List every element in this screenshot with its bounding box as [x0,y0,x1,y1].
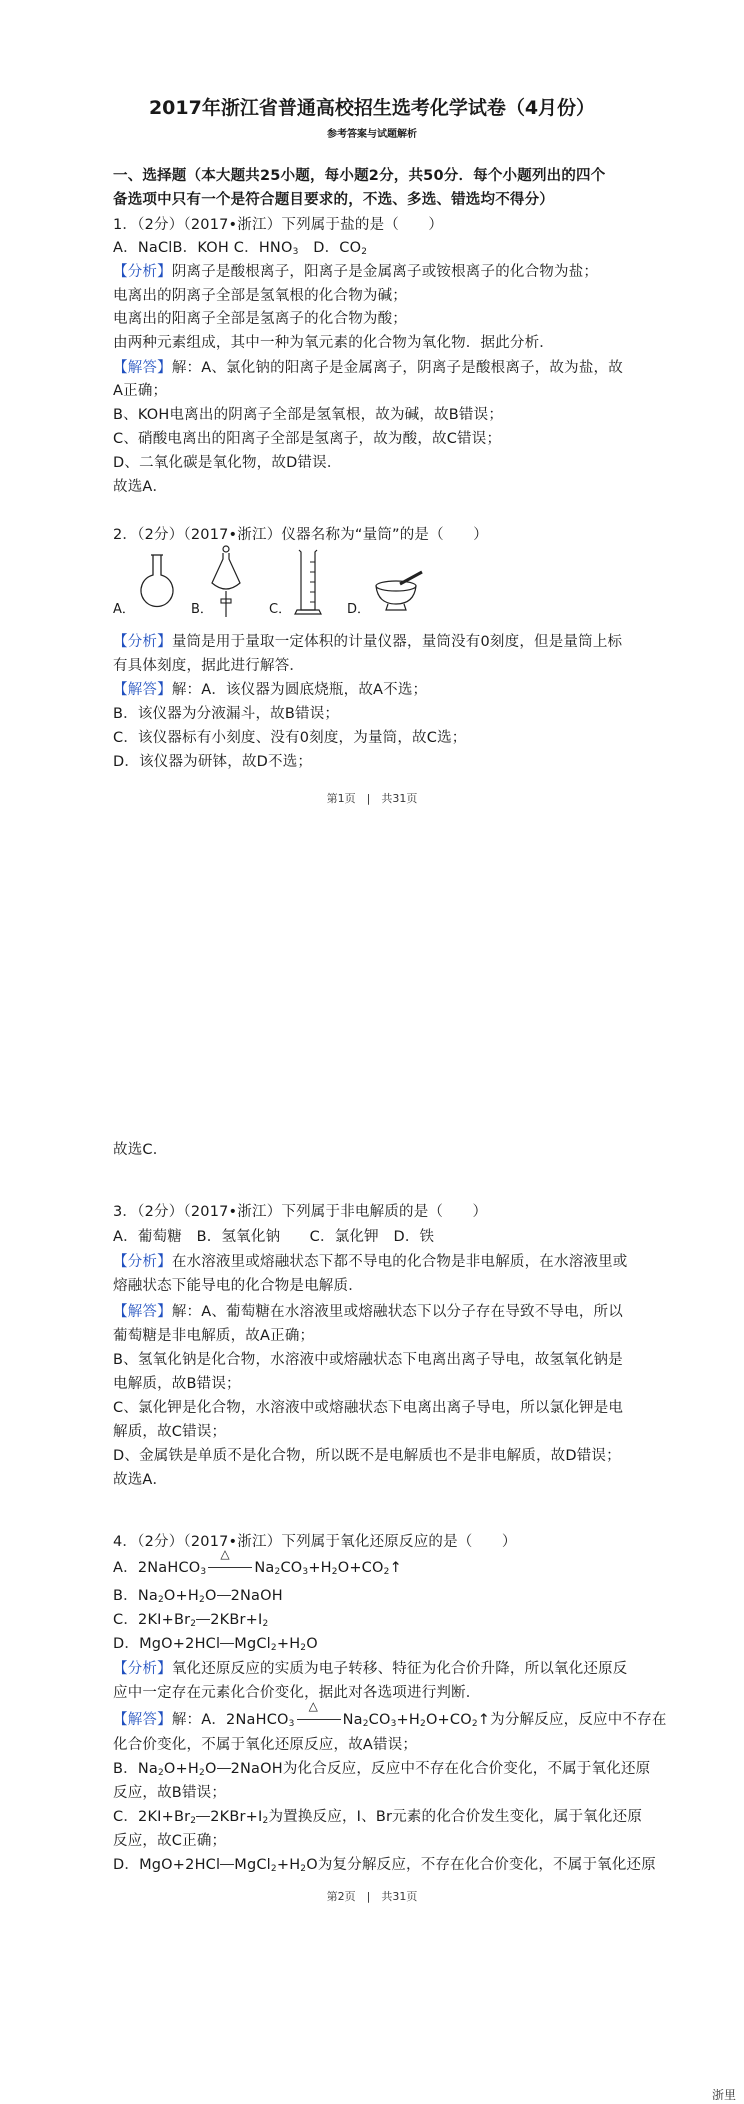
q1-answer-5: D、二氧化碳是氧化物，故D错误． [113,455,342,471]
q3-answer-6: 解质，故C错误； [113,1424,227,1440]
analysis-tag: 【分析】 [113,1254,172,1270]
answer-tag: 【解答】 [113,1304,172,1320]
q1-answer-3: B、KOH电离出的阴离子全部是氢氧根，故为碱，故B错误； [113,407,504,423]
q3-answer-3: B、氢氧化钠是化合物，水溶液中或熔融状态下电离出离子导电，故氢氧化钠是 [113,1352,623,1368]
q4-option-c: C．$2KI+Br_2$ $2KBr+I_2$ [113,1612,269,1629]
q4-answer-4: 反应，故B错误； [113,1785,227,1801]
q1-options: A．NaClB．KOH C．$HNO_3$ D．$CO_2$ [113,240,368,257]
q2-conclusion: 故选C． [113,1142,168,1158]
separatory-funnel-icon [208,545,244,621]
q2-answer-1: 【解答】解：A．该仪器为圆底烧瓶，故A不选； [113,682,428,698]
page-footer-1: 第1页 | 共31页 [326,792,418,805]
q3-answer-1: 【解答】解：A、葡萄糖在水溶液里或熔融状态下以分子存在导致不导电，所以 [113,1304,623,1320]
q4-option-b: B．$Na_2O+H_2O$ 2NaOH [113,1588,283,1605]
q4-option-a: A．2NaHCO$_3$ △ $Na_2CO_3+H_2O+CO_2↑$ [113,1547,402,1577]
q4-option-d: D．MgO+2HCl $MgCl_2+H_2O$ [113,1636,318,1653]
q2-analysis-2: 有具体刻度，据此进行解答． [113,658,305,674]
analysis-tag: 【分析】 [113,1661,172,1677]
q3-answer-4: 电解质，故B错误； [113,1376,241,1392]
q1-analysis-2: 电离出的阴离子全部是氢氧根的化合物为碱； [113,288,407,304]
answer-tag: 【解答】 [113,360,172,376]
q3-answer-8: 故选A． [113,1472,168,1488]
section-heading-line2: 备选项中只有一个是符合题目要求的，不选、多选、错选均不得分） [113,192,554,208]
q4-stem: 4．（2分）（2017•浙江）下列属于氧化还原反应的是（ ） [113,1534,517,1550]
q1-answer-1: 【解答】解：A、氯化钠的阳离子是金属离子，阴离子是酸根离子，故为盐，故 [113,360,623,376]
page-title: 2017年浙江省普通高校招生选考化学试卷（4月份） [148,97,596,119]
q2-analysis-1: 【分析】量筒是用于量取一定体积的计量仪器，量筒没有0刻度，但是量筒上标 [113,634,623,650]
page-subtitle: 参考答案与试题解析 [327,129,417,140]
q4-answer-7: D．MgO+2HCl $MgCl_2+H_2O$为复分解反应，不存在化合价变化，不属于氧化还原 [113,1857,656,1874]
graduated-cylinder-icon [291,548,325,618]
q1-answer-2: A正确； [113,383,168,399]
round-bottom-flask-icon [135,553,179,613]
q4-answer-5: C．$2KI+Br_2$ $2KBr+I_2$为置换反应，I、Br元素的化合价发生变化，属于氧化还原 [113,1809,643,1826]
q4-answer-2: 化合价变化，不属于氧化还原反应，故A错误； [113,1737,418,1753]
answer-tag: 【解答】 [113,682,172,698]
q4-answer-3: B．$Na_2O+H_2O$ 2NaOH为化合反应，反应中不存在化合价变化，不属于氧化还原 [113,1761,651,1778]
section-heading-line1: 一、选择题（本大题共25小题，每小题2分，共50分．每个小题列出的四个 [113,168,606,184]
q4-answer-1: 【解答】解：A．2NaHCO$_3$ △ $Na_2CO_3+H_2O+CO_2↑$为分解反应，反应中不存在 [113,1699,667,1729]
answer-tag: 【解答】 [113,1712,172,1728]
q1-analysis-3: 电离出的阳离子全部是氢离子的化合物为酸； [113,311,407,327]
analysis-tag: 【分析】 [113,264,172,280]
q3-options: A．葡萄糖 B．氢氧化钠 C．氯化钾 D．铁 [113,1229,435,1245]
q1-analysis-4: 由两种元素组成，其中一种为氧元素的化合物为氧化物．据此分析． [113,335,554,351]
q3-stem: 3．（2分）（2017•浙江）下列属于非电解质的是（ ） [113,1204,488,1220]
q2-stem: 2．（2分）（2017•浙江）仪器名称为“量筒”的是（ ） [113,527,488,543]
mortar-and-pestle-icon [372,570,428,612]
q1-analysis-1: 【分析】阴离子是酸根离子，阳离子是金属离子或铵根离子的化合物为盐； [113,264,599,280]
q3-answer-7: D、金属铁是单质不是化合物，所以既不是电解质也不是非电解质，故D错误； [113,1448,621,1464]
q1-answer-4: C、硝酸电离出的阳离子全部是氢离子，故为酸，故C错误； [113,431,502,447]
analysis-tag: 【分析】 [113,634,172,650]
q3-answer-5: C、氯化钾是化合物，水溶液中或熔融状态下电离出离子导电，所以氯化钾是电 [113,1400,624,1416]
q2-answer-3: C．该仪器标有小刻度、没有0刻度，为量筒，故C选； [113,730,467,746]
corner-watermark: 浙里 [712,2088,737,2102]
page-footer-2: 第2页 | 共31页 [326,1890,418,1903]
q1-stem: 1．（2分）（2017•浙江）下列属于盐的是（ ） [113,217,444,233]
q2-answer-4: D．该仪器为研钵，故D不选； [113,754,313,770]
q4-analysis-1: 【分析】氧化还原反应的实质为电子转移、特征为化合价升降，所以氧化还原反 [113,1661,628,1677]
q4-answer-6: 反应，故C正确； [113,1833,227,1849]
q1-answer-6: 故选A． [113,479,168,495]
q3-analysis-2: 熔融状态下能导电的化合物是电解质． [113,1278,363,1294]
q2-label-b: B． [191,602,213,617]
q3-answer-2: 葡萄糖是非电解质，故A正确； [113,1328,315,1344]
q2-label-a: A． [113,602,135,617]
q2-label-d: D． [347,602,371,617]
q4-analysis-2: 应中一定存在元素化合价变化，据此对各选项进行判断． [113,1685,481,1701]
q2-answer-2: B．该仪器为分液漏斗，故B错误； [113,706,340,722]
q2-label-c: C． [269,602,292,617]
q3-analysis-1: 【分析】在水溶液里或熔融状态下都不导电的化合物是非电解质，在水溶液里或 [113,1254,628,1270]
